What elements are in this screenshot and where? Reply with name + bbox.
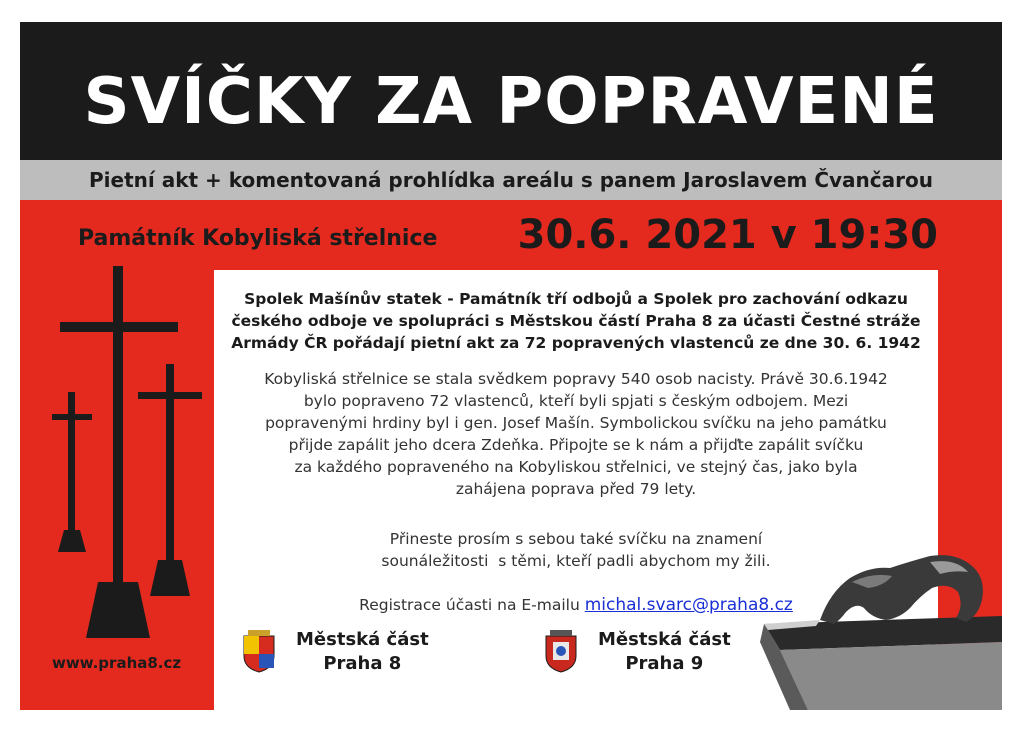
body-line: bylo popraveno 72 vlastenců, kteří byli spjati s českým odbojem. Mezi bbox=[303, 392, 849, 410]
three-crosses-icon bbox=[20, 252, 214, 652]
intro-line: Spolek Mašínův statek - Památník tří odbojů a Spolek pro zachování odkazu bbox=[244, 290, 908, 308]
intro-line: Armády ČR pořádají pietní akt za 72 popravených vlastenců ze dne 30. 6. 1942 bbox=[231, 334, 921, 352]
plea-line: Přineste prosím s sebou také svíčku na znamení bbox=[389, 530, 763, 548]
praha-8-coat-of-arms-icon bbox=[242, 630, 276, 674]
memorial-sculpture-icon bbox=[760, 522, 1002, 710]
title-bar bbox=[20, 22, 1002, 160]
registration-email-link[interactable]: michal.svarc@praha8.cz bbox=[584, 595, 793, 615]
subtitle-bar bbox=[20, 160, 1002, 200]
poster bbox=[20, 22, 1002, 710]
body-line: zahájena poprava před 79 lety. bbox=[455, 480, 697, 498]
district-name-line: Praha 9 bbox=[625, 653, 704, 674]
body-line: popravenými hrdiny byl i gen. Josef Mašín. Symbolickou svíčku na jeho památku bbox=[265, 414, 887, 432]
district-praha-8 bbox=[242, 628, 429, 676]
intro-text bbox=[214, 288, 938, 354]
event-datetime: 30.6. 2021 v 19:30 bbox=[517, 212, 938, 258]
poster-subtitle: Pietní akt + komentovaná prohlídka areálu s panem Jaroslavem Čvančarou bbox=[89, 168, 933, 192]
poster-title: SVÍČKY ZA POPRAVENÉ bbox=[83, 65, 939, 139]
plea-line: sounáležitosti s těmi, kteří padli abychom my žili. bbox=[381, 552, 771, 570]
district-name bbox=[296, 628, 429, 676]
praha-9-coat-of-arms-icon bbox=[544, 630, 578, 674]
website-url: www.praha8.cz bbox=[52, 654, 182, 672]
body-text bbox=[214, 368, 938, 500]
district-name-line: Praha 8 bbox=[323, 653, 402, 674]
district-name-line: Městská část bbox=[296, 629, 429, 650]
district-name bbox=[598, 628, 731, 676]
body-line: přijde zapálit jeho dcera Zdeňka. Připojte se k nám a přijďte zapálit svíčku bbox=[288, 436, 864, 454]
body-line: za každého popraveného na Kobyliskou střelnici, ve stejný čas, jako byla bbox=[294, 458, 858, 476]
intro-line: českého odboje ve spolupráci s Městskou částí Praha 8 za účasti Čestné stráže bbox=[231, 312, 921, 330]
body-line: Kobyliská střelnice se stala svědkem popravy 540 osob nacisty. Právě 30.6.1942 bbox=[264, 370, 888, 388]
district-name-line: Městská část bbox=[598, 629, 731, 650]
district-praha-9 bbox=[544, 628, 731, 676]
venue-name: Památník Kobyliská střelnice bbox=[78, 226, 438, 251]
registration-label: Registrace účasti na E-mailu bbox=[359, 596, 580, 614]
